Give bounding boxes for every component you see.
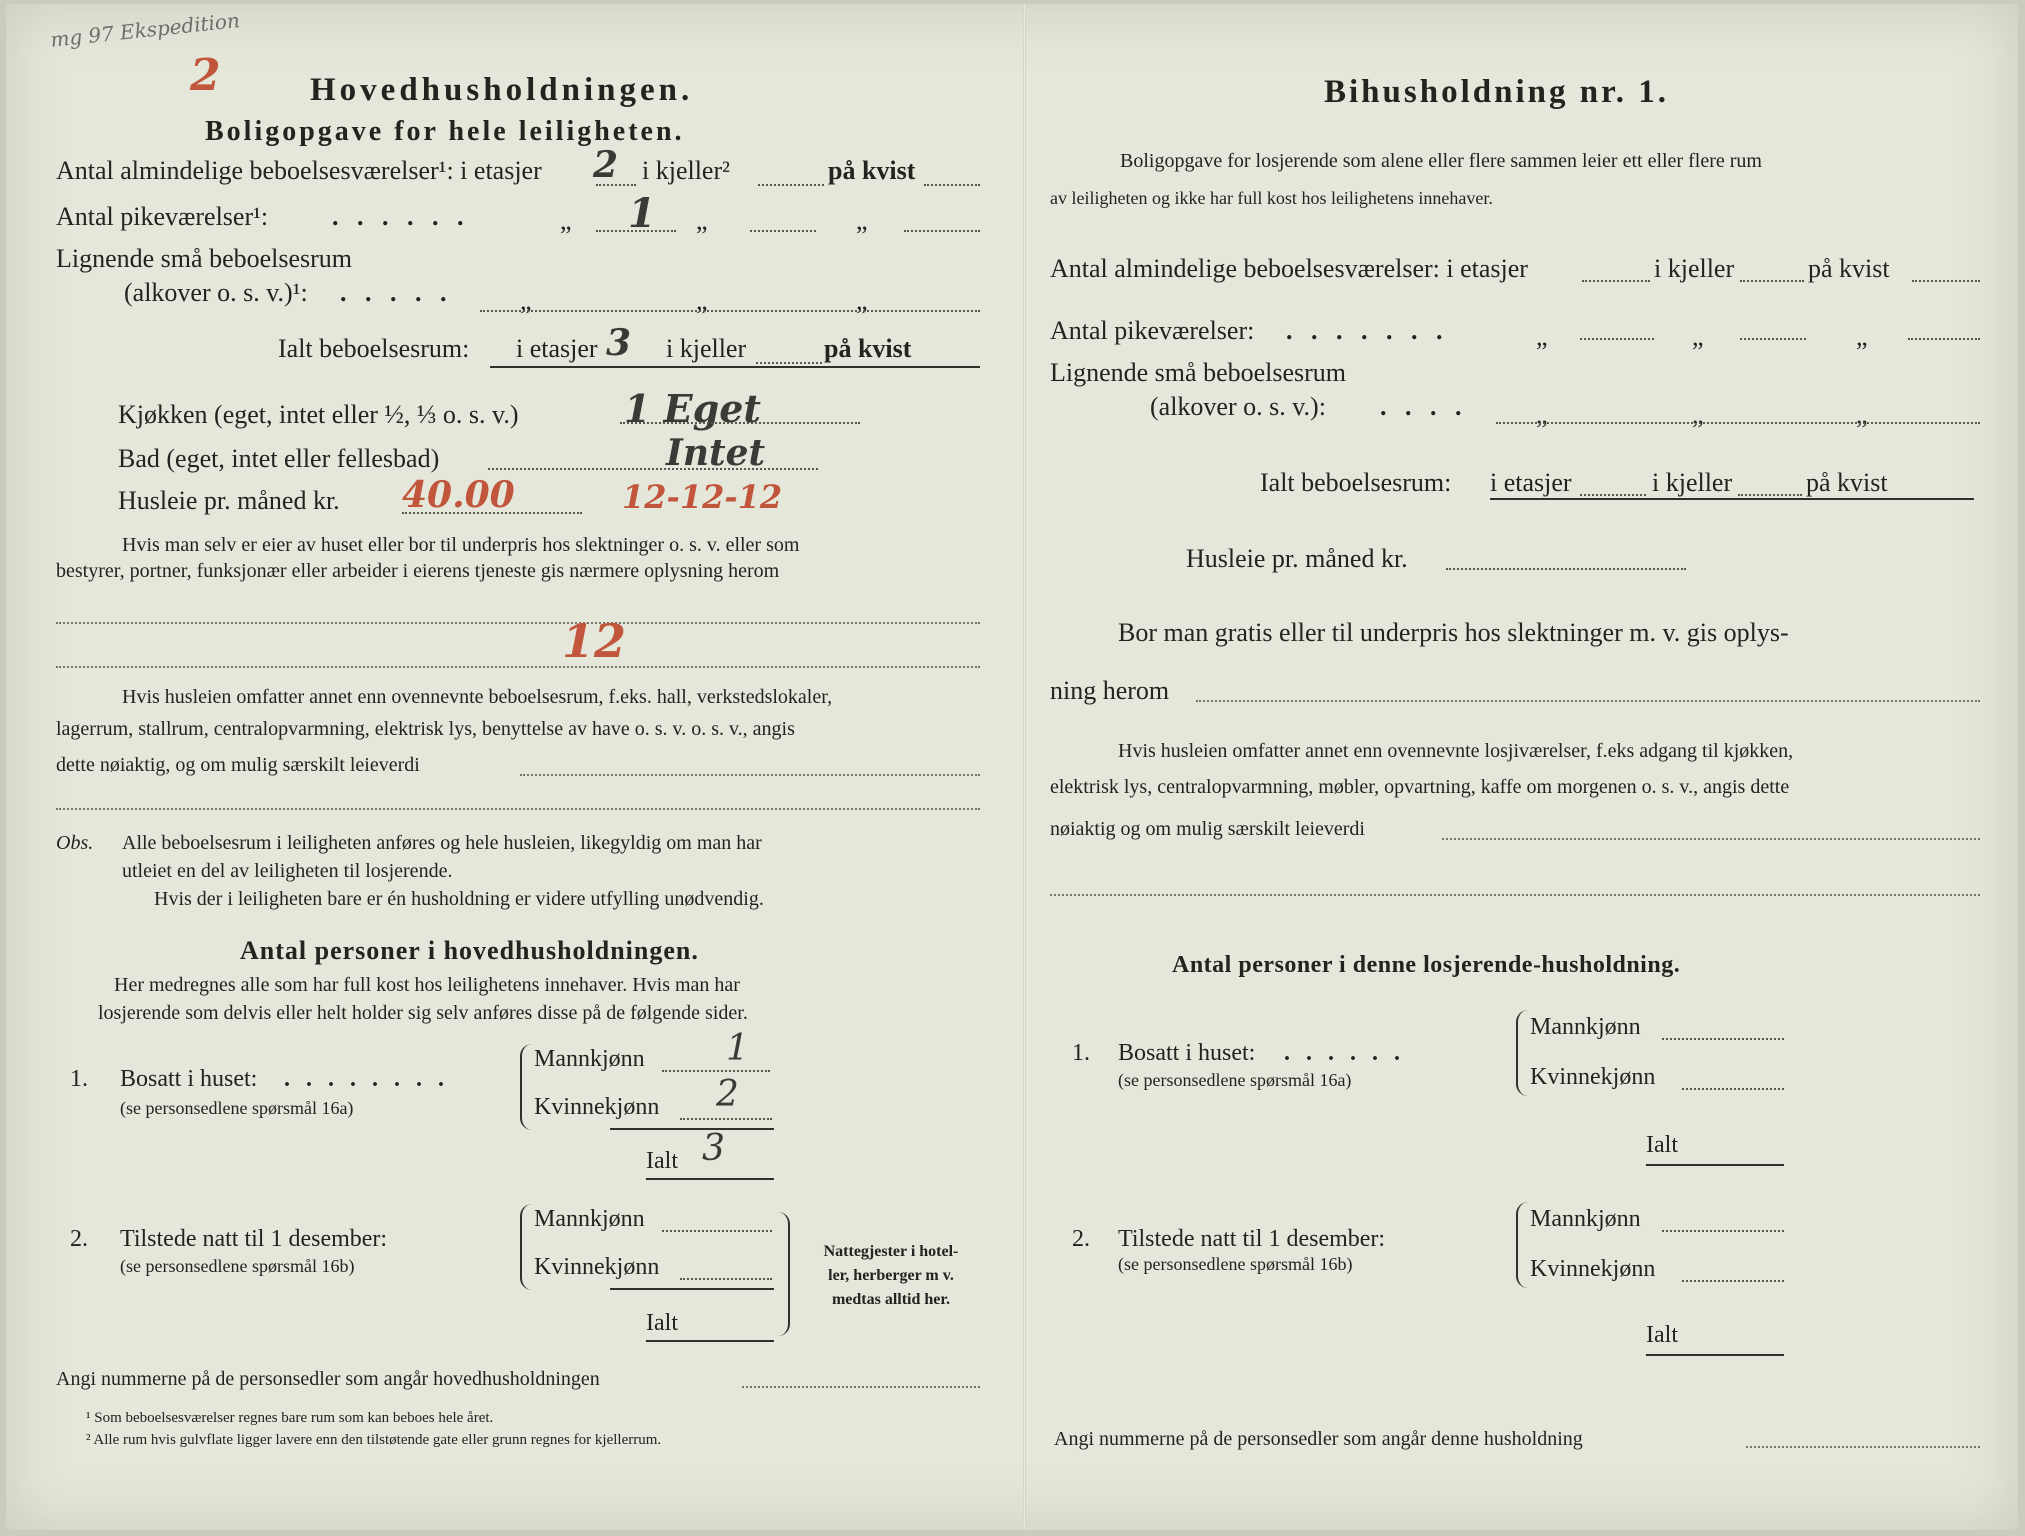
sub-q2-female-label: Kvinnekjønn <box>1530 1256 1656 1282</box>
sub-q1-male-field[interactable] <box>1662 1038 1784 1040</box>
sub-pike-kvist-field[interactable] <box>1908 338 1980 340</box>
sub-small-ditto-3: „ <box>1856 400 1868 429</box>
includes-field-1[interactable] <box>520 774 980 776</box>
sub-includes-text-3: nøiaktig og om mulig særskilt leieverdi <box>1050 818 1365 840</box>
sub-rooms-kvist-label: på kvist <box>1808 254 1890 283</box>
sub-q2-total-label: Ialt <box>1646 1322 1678 1348</box>
sub-ialt-etasjer-field[interactable] <box>1580 494 1646 496</box>
sub-angi-numbers-field[interactable] <box>1746 1446 1980 1448</box>
census-form-sheet <box>6 4 2018 1530</box>
ialt-etasjer-label: i etasjer <box>516 334 598 363</box>
rent-note-handwritten: 12-12-12 <box>622 478 783 516</box>
sub-q1-subtext: (se personsedlene spørsmål 16a) <box>1118 1070 1352 1090</box>
q2-label: Tilstede natt til 1 desember: <box>120 1226 388 1252</box>
small-rooms-label-2: (alkover o. s. v.)¹: <box>124 278 308 307</box>
sub-small-field[interactable] <box>1496 422 1980 424</box>
q2-right-brace <box>776 1212 790 1336</box>
sub-persons-title: Antal personer i denne losjerende-husholdning. <box>1172 952 1681 978</box>
owner-field-line-1[interactable] <box>56 622 980 624</box>
sub-ialt-kvist-label: på kvist <box>1806 468 1888 497</box>
persons-section-title: Antal personer i hovedhusholdningen. <box>240 936 699 965</box>
owner-text-2: bestyrer, portner, funksjonær eller arbeider i eierens tjeneste gis nærmere oplysning herom <box>56 560 780 582</box>
pike-dots: . . . . . . <box>332 202 470 231</box>
rooms-kvist-field[interactable] <box>924 184 980 186</box>
q1-female-value: 2 <box>716 1074 739 1115</box>
sub-pike-ditto-2: „ <box>1692 322 1704 351</box>
q1-sum-line <box>610 1128 774 1130</box>
sub-q2-male-field[interactable] <box>1662 1230 1784 1232</box>
sub-q1-number: 1. <box>1072 1040 1090 1066</box>
angi-numbers-text: Angi nummerne på de personsedler som angår hovedhusholdningen <box>56 1368 600 1390</box>
page-fold <box>1023 4 1026 1530</box>
q2-brace <box>520 1204 534 1290</box>
q1-total-label: Ialt <box>646 1148 678 1174</box>
footnote-1: ¹ Som beboelsesværelser regnes bare rum som kan beboes hele året. <box>86 1410 494 1426</box>
pike-etasjer-value: 1 <box>628 190 656 237</box>
q1-subtext: (se personsedlene spørsmål 16a) <box>120 1098 354 1118</box>
ialt-kjeller-field[interactable] <box>756 362 822 364</box>
q1-total-underline <box>646 1178 774 1180</box>
sub-rent-label: Husleie pr. måned kr. <box>1186 544 1408 573</box>
pike-kvist-field[interactable] <box>904 230 980 232</box>
sub-angi-numbers-text: Angi nummerne på de personsedler som angår denne husholdning <box>1054 1428 1583 1450</box>
page-title: Hovedhusholdningen. <box>310 72 694 108</box>
q2-total-underline <box>646 1340 774 1342</box>
owner-handwritten-value: 12 <box>562 614 627 668</box>
ialt-kjeller-label: i kjeller <box>666 334 747 363</box>
q1-total-value: 3 <box>702 1128 725 1169</box>
sub-small-dots: . . . . <box>1380 392 1468 421</box>
sub-q2-number: 2. <box>1072 1226 1090 1252</box>
small-rooms-dots: . . . . . <box>340 278 453 307</box>
overnight-guests-note: Nattegjester i hotel- ler, herberger m v. medtas alltid her. <box>823 1243 959 1308</box>
q1-number: 1. <box>70 1066 88 1092</box>
bath-label: Bad (eget, intet eller fellesbad) <box>118 444 440 473</box>
owner-text-1: Hvis man selv er eier av huset eller bor til underpris hos slektninger o. s. v. eller som <box>122 534 800 556</box>
sub-small-ditto-1: „ <box>1536 400 1548 429</box>
sub-q1-label: Bosatt i huset: <box>1118 1040 1256 1066</box>
handwritten-page-number: 2 <box>190 50 221 101</box>
q2-sum-line <box>610 1288 774 1290</box>
left-page-main-household <box>50 4 980 1530</box>
ialt-rooms-label: Ialt beboelsesrum: <box>278 334 470 363</box>
sub-q2-label: Tilstede natt til 1 desember: <box>1118 1226 1386 1252</box>
q1-male-label: Mannkjønn <box>534 1046 645 1072</box>
owner-field-line-2[interactable] <box>56 666 980 668</box>
q1-label: Bosatt i huset: <box>120 1066 258 1092</box>
sub-q2-brace <box>1516 1202 1530 1288</box>
right-page-sub-household <box>1050 4 1980 1530</box>
sub-ialt-etasjer-label: i etasjer <box>1490 468 1572 497</box>
q2-female-field[interactable] <box>680 1278 772 1280</box>
includes-text-1: Hvis husleien omfatter annet enn ovennevnte beboelsesrum, f.eks. hall, verkstedslokaler, <box>122 686 833 708</box>
kitchen-field[interactable] <box>620 422 860 424</box>
sub-q1-female-label: Kvinnekjønn <box>1530 1064 1656 1090</box>
kitchen-value: 1 Eget <box>624 386 761 431</box>
sub-q1-dots: . . . . . . <box>1284 1040 1405 1066</box>
sub-q2-female-field[interactable] <box>1682 1280 1784 1282</box>
footnote-2: ² Alle rum hvis gulvflate ligger lavere enn den tilstøtende gate eller grunn regnes for kjellerrum. <box>86 1432 662 1448</box>
sub-pike-kjeller-field[interactable] <box>1740 338 1806 340</box>
ialt-etasjer-value: 3 <box>606 322 632 364</box>
sub-q1-total-underline <box>1646 1164 1784 1166</box>
rent-field[interactable] <box>402 512 582 514</box>
sub-ialt-label: Ialt beboelsesrum: <box>1260 468 1452 497</box>
sub-free-field[interactable] <box>1196 700 1980 702</box>
q2-male-field[interactable] <box>662 1230 772 1232</box>
small-ditto-3: „ <box>856 286 868 315</box>
obs-text-3: Hvis der i leiligheten bare er én husholdning er videre utfylling unødvendig. <box>154 888 764 910</box>
sub-pike-label: Antal pikeværelser: <box>1050 316 1255 345</box>
rooms-kvist-label: på kvist <box>828 156 916 185</box>
includes-field-2[interactable] <box>56 808 980 810</box>
pike-ditto-3: „ <box>856 206 868 235</box>
q2-total-label: Ialt <box>646 1310 678 1336</box>
sub-rooms-label: Antal almindelige beboelsesværelser: i etasjer <box>1050 254 1528 283</box>
bath-field[interactable] <box>488 468 818 470</box>
pike-ditto-2: „ <box>696 206 708 235</box>
kitchen-label: Kjøkken (eget, intet eller ½, ⅓ o. s. v.) <box>118 400 519 429</box>
includes-text-3: dette nøiaktig, og om mulig særskilt leieverdi <box>56 754 420 776</box>
sub-rooms-kvist-field[interactable] <box>1912 280 1980 282</box>
sub-includes-field-2[interactable] <box>1050 894 1980 896</box>
sub-includes-text-1: Hvis husleien omfatter annet enn ovennevnte losjiværelser, f.eks adgang til kjøkken, <box>1118 740 1794 762</box>
persons-text-2: losjerende som delvis eller helt holder sig selv anføres disse på de følgende sider. <box>98 1002 748 1024</box>
pike-kjeller-field[interactable] <box>750 230 816 232</box>
sub-q1-male-label: Mannkjønn <box>1530 1014 1641 1040</box>
sub-includes-field-1[interactable] <box>1442 838 1980 840</box>
bath-value: Intet <box>666 432 766 474</box>
sub-pike-dots: . . . . . . . <box>1286 316 1449 345</box>
rooms-kjeller-field[interactable] <box>758 184 824 186</box>
sub-q2-total-underline <box>1646 1354 1784 1356</box>
sub-q1-female-field[interactable] <box>1682 1088 1784 1090</box>
q1-female-label: Kvinnekjønn <box>534 1094 660 1120</box>
page-subtitle: Boligopgave for hele leiligheten. <box>205 116 685 147</box>
q2-male-label: Mannkjønn <box>534 1206 645 1232</box>
q1-dots: . . . . . . . . <box>284 1066 449 1092</box>
sub-ialt-kjeller-label: i kjeller <box>1652 468 1733 497</box>
sub-ialt-kjeller-field[interactable] <box>1738 494 1802 496</box>
angi-numbers-field[interactable] <box>742 1386 980 1388</box>
q2-female-label: Kvinnekjønn <box>534 1254 660 1280</box>
obs-label: Obs. <box>56 832 94 854</box>
persons-text-1: Her medregnes alle som har full kost hos leilighetens innehaver. Hvis man har <box>114 974 740 996</box>
sub-page-title: Bihusholdning nr. 1. <box>1324 74 1669 110</box>
rooms-etasjer-value: 2 <box>593 144 619 186</box>
small-rooms-field[interactable] <box>480 310 980 312</box>
sub-includes-text-2: elektrisk lys, centralopvarmning, møbler, opvartning, kaffe om morgenen o. s. v., angis dette <box>1050 776 1790 798</box>
sub-free-text-2: ning herom <box>1050 676 1170 705</box>
archive-annotation: mg 97 Ekspedition <box>49 8 241 52</box>
sub-pike-ditto-1: „ <box>1536 322 1548 351</box>
sub-rooms-etasjer-field[interactable] <box>1582 280 1650 282</box>
q2-subtext: (se personsedlene spørsmål 16b) <box>120 1256 355 1276</box>
small-rooms-label-1: Lignende små beboelsesrum <box>56 244 353 273</box>
sub-pike-etasjer-field[interactable] <box>1580 338 1654 340</box>
q1-male-field[interactable] <box>662 1070 770 1072</box>
small-ditto-2: „ <box>696 286 708 315</box>
sub-free-text-1: Bor man gratis eller til underpris hos slektninger m. v. gis oplys- <box>1118 618 1789 647</box>
obs-text-1: Alle beboelsesrum i leiligheten anføres og hele husleien, likegyldig om man har <box>122 832 762 854</box>
obs-text-2: utleiet en del av leiligheten til losjerende. <box>122 860 453 882</box>
pike-ditto-1: „ <box>560 206 572 235</box>
sub-rooms-kjeller-field[interactable] <box>1740 280 1804 282</box>
sub-intro-1: Boligopgave for losjerende som alene eller flere sammen leier ett eller flere rum <box>1120 150 1762 172</box>
sub-pike-ditto-3: „ <box>1856 322 1868 351</box>
q1-brace <box>520 1044 534 1130</box>
sub-q2-male-label: Mannkjønn <box>1530 1206 1641 1232</box>
q1-male-value: 1 <box>726 1028 749 1069</box>
ialt-underline <box>490 366 980 368</box>
rent-value: 40.00 <box>402 474 515 516</box>
rent-label: Husleie pr. måned kr. <box>118 486 340 515</box>
sub-rooms-kjeller-label: i kjeller <box>1654 254 1735 283</box>
sub-small-label-2: (alkover o. s. v.): <box>1150 392 1326 421</box>
sub-q1-total-label: Ialt <box>1646 1132 1678 1158</box>
pike-label: Antal pikeværelser¹: <box>56 202 269 231</box>
q2-number: 2. <box>70 1226 88 1252</box>
sub-q1-brace <box>1516 1010 1530 1096</box>
sub-rent-field[interactable] <box>1446 568 1686 570</box>
small-ditto-1: „ <box>520 286 532 315</box>
sub-small-ditto-2: „ <box>1692 400 1704 429</box>
rooms-label: Antal almindelige beboelsesværelser¹: i etasjer <box>56 156 542 185</box>
q1-female-field[interactable] <box>680 1118 772 1120</box>
sub-small-label-1: Lignende små beboelsesrum <box>1050 358 1347 387</box>
sub-ialt-underline <box>1490 498 1974 500</box>
includes-text-2: lagerrum, stallrum, centralopvarmning, elektrisk lys, benyttelse av have o. s. v. o. s. v., angis <box>56 718 795 740</box>
sub-intro-2: av leiligheten og ikke har full kost hos leilighetens innehaver. <box>1050 188 1493 208</box>
pike-etasjer-field[interactable] <box>596 230 676 232</box>
ialt-kvist-label: på kvist <box>824 334 912 363</box>
rooms-kjeller-label: i kjeller² <box>642 156 730 185</box>
sub-q2-subtext: (se personsedlene spørsmål 16b) <box>1118 1254 1353 1274</box>
